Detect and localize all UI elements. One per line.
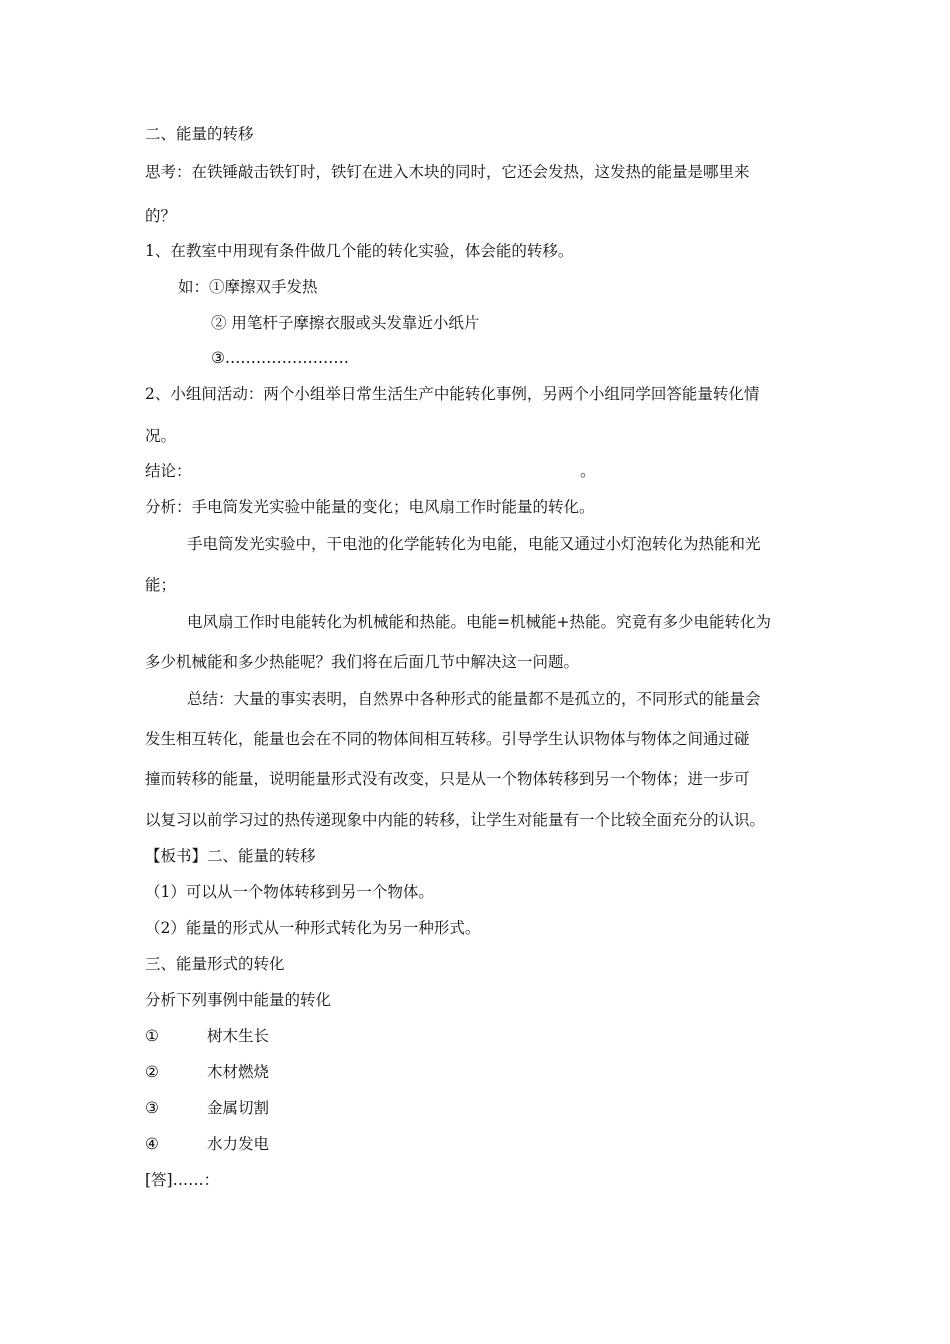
summary-line-2: 发生相互转化，能量也会在不同的物体间相互转移。引导学生认识物体与物体之间通过碰 [145, 730, 750, 748]
answer: [答]……： [145, 1171, 220, 1189]
board-title: 【板书】二、能量的转移 [145, 847, 316, 865]
list-item-number: ② [145, 1063, 159, 1081]
list-item-number: ③ [145, 1099, 159, 1117]
list-item [145, 1134, 269, 1154]
fan-line-1: 电风扇工作时电能转化为机械能和热能。电能=机械能+热能。究竟有多少电能转化为 [187, 613, 771, 631]
example-1: 如：①摩擦双手发热 [178, 278, 318, 296]
step-2-line-1: 2、小组间活动：两个小组举日常生活生产中能转化事例，另两个小组同学回答能量转化情 [145, 385, 760, 403]
list-item-text: 木材燃烧 [207, 1063, 270, 1081]
list-item-number: ① [145, 1027, 159, 1045]
list-item-text: 金属切割 [207, 1099, 270, 1117]
think-question-line-1: 思考：在铁锤敲击铁钉时，铁钉在进入木块的同时，它还会发热，这发热的能量是哪里来 [145, 163, 750, 181]
section-heading: 三、能量形式的转化 [145, 955, 285, 973]
list-item-number: ④ [145, 1135, 159, 1153]
conclusion-label: 结论： [145, 462, 192, 480]
summary-line-3: 撞而转移的能量，说明能量形式没有改变，只是从一个物体转移到另一个物体；进一步可 [145, 770, 750, 788]
summary-line-4: 以复习以前学习过的热传递现象中内能的转移，让学生对能量有一个比较全面充分的认识。 [145, 811, 766, 829]
board-item-1: （1）可以从一个物体转移到另一个物体。 [145, 883, 434, 901]
conclusion-end: 。 [580, 462, 596, 480]
list-item-text: 水力发电 [207, 1135, 270, 1153]
example-3: ③…………………… [211, 349, 349, 367]
summary-line-1: 总结：大量的事实表明，自然界中各种形式的能量都不是孤立的，不同形式的能量会 [187, 690, 761, 708]
board-item-2: （2）能量的形式从一种形式转化为另一种形式。 [145, 919, 481, 937]
list-item [145, 1026, 269, 1046]
step-1: 1、在教室中用现有条件做几个能的转化实验，体会能的转移。 [145, 242, 574, 260]
fan-line-2: 多少机械能和多少热能呢？我们将在后面几节中解决这一问题。 [145, 653, 580, 671]
flashlight-line-2: 能； [145, 576, 177, 594]
step-2-line-2: 况。 [145, 427, 177, 445]
list-item [145, 1098, 269, 1118]
flashlight-line-1: 手电筒发光实验中，干电池的化学能转化为电能，电能又通过小灯泡转化为热能和光 [187, 535, 761, 553]
example-2: ② 用笔杆子摩擦衣服或头发靠近小纸片 [211, 314, 480, 332]
analysis: 分析：手电筒发光实验中能量的变化；电风扇工作时能量的转化。 [145, 498, 595, 516]
list-item-text: 树木生长 [207, 1027, 270, 1045]
section-intro: 分析下列事例中能量的转化 [145, 991, 332, 1009]
section-heading: 二、能量的转移 [145, 125, 254, 143]
list-item [145, 1062, 269, 1082]
think-question-line-2: 的？ [145, 207, 177, 225]
